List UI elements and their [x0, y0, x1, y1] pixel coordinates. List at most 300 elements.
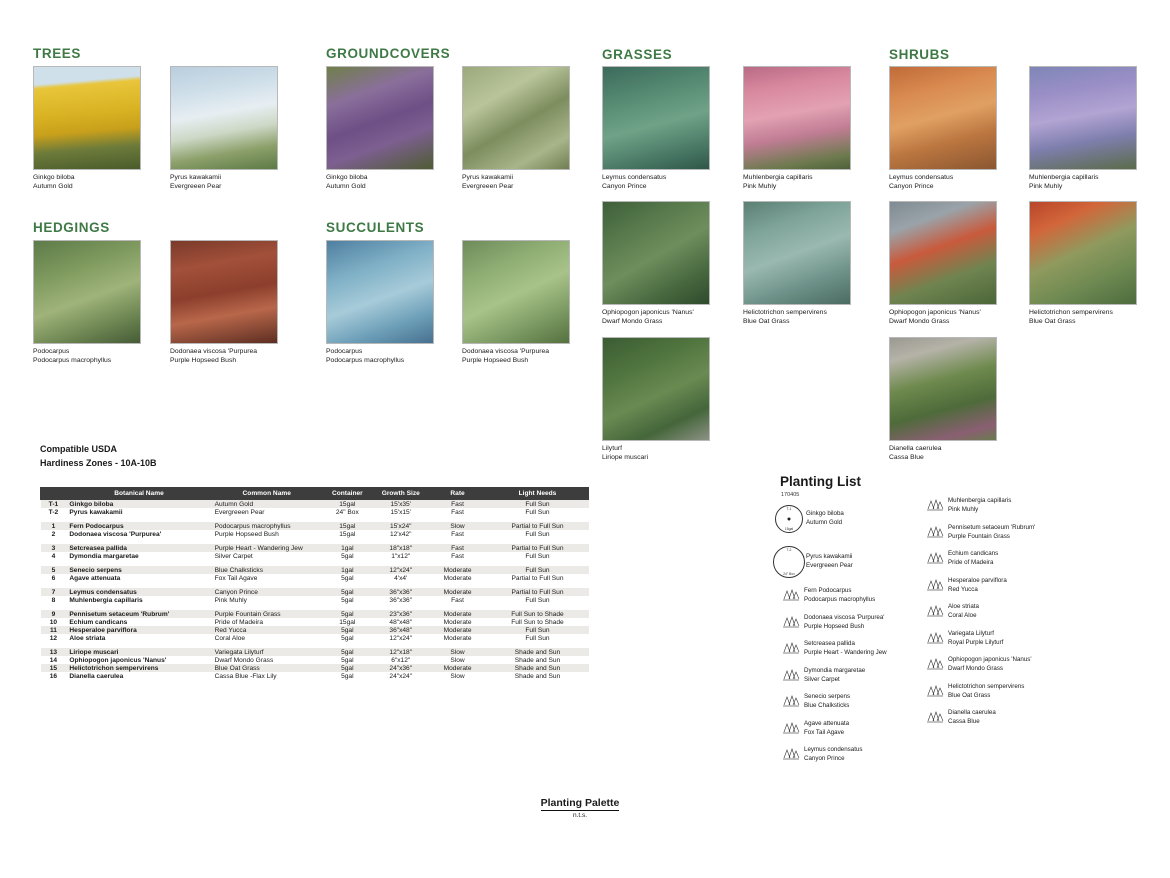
table-row [41, 530, 589, 538]
cell-rate: Slow [429, 648, 487, 656]
list-item [778, 614, 928, 632]
plant-photo-hesperaloe-parviflora [889, 201, 997, 305]
cell-botanical-name: Dymondia margaretae [69, 552, 139, 560]
cell-growth-size: 36"x36" [389, 596, 413, 604]
plant-photo-dymondia-margaretae [462, 66, 570, 170]
plant-botanical-name: Dodonaea viscosa 'Purpurea' [804, 613, 885, 621]
plant-symbol-icon [922, 550, 948, 568]
plant-botanical-name: Senecio serpens [804, 693, 851, 701]
plant-tile-hedgings-2 [170, 240, 278, 365]
cell-key: 10 [49, 618, 58, 626]
cell-key: 13 [41, 648, 67, 656]
cell-rate: Moderate [429, 610, 487, 618]
list-item [922, 709, 1082, 727]
plant-common-name: Evergreeen Pear [806, 562, 853, 569]
plant-symbol-icon [922, 656, 948, 674]
cell-common-name: Purple Hopseed Bush [214, 530, 279, 538]
plant-photo-aloe-striata [1029, 201, 1137, 305]
plant-tile-hedgings-1 [33, 240, 141, 365]
cell-botanical-name: Dianella caerulea [69, 672, 124, 680]
plant-symbol-icon [922, 709, 948, 727]
planting-list-right-column [922, 497, 1082, 736]
cell-rate: Fast [451, 596, 464, 604]
cell-key: 9 [41, 610, 67, 618]
plant-symbol-icon [778, 746, 804, 764]
plant-tile-grasses-2 [743, 66, 851, 191]
list-item [922, 577, 1082, 595]
plant-common-name: Royal Purple Lilyturf [948, 638, 1004, 646]
table-row [41, 522, 589, 530]
list-item-text [804, 693, 850, 711]
plant-tile-grasses-5 [602, 337, 710, 462]
cell-rate: Slow [429, 522, 487, 530]
tree-symbol-top-label: T-2 [786, 548, 792, 552]
plant-botanical-name: Ginkgo biloba [806, 510, 844, 518]
plant-common-name: Dwarf Mondo Grass [948, 665, 1004, 672]
plant-common-name: Podocarpus macrophyllus [326, 357, 405, 365]
plant-common-name: Blue Oat Grass [948, 691, 991, 699]
plant-botanical-name: Pennisetum setaceum 'Rubrum' [948, 523, 1036, 531]
list-item [922, 656, 1082, 674]
plant-tile-trees-2 [170, 66, 278, 191]
list-item [922, 683, 1082, 701]
list-item [778, 587, 928, 605]
plant-caption [326, 173, 368, 191]
plant-photo-pennisetum-setaceum [889, 66, 997, 170]
cell-light-needs: Full Sun [486, 626, 588, 634]
plant-photo-leymus-condensatus [602, 66, 710, 170]
plant-photo-dianella-caerulea [889, 337, 997, 441]
cell-growth-size: 24"x24" [389, 672, 413, 680]
cell-botanical-name: Liriope muscari [66, 648, 211, 656]
cell-growth-size: 36"x36" [373, 588, 429, 596]
cell-light-needs: Full Sun [486, 500, 588, 509]
plant-photo-pyrus-kawakamii [170, 66, 278, 170]
plant-caption [170, 173, 221, 191]
table-row [41, 588, 589, 596]
list-item-text [948, 524, 1035, 542]
cell-container: 5gal [322, 648, 373, 656]
table-row [41, 634, 589, 642]
cell-light-needs: Full Sun [525, 552, 550, 560]
plant-symbol-icon [922, 577, 948, 595]
tree-symbol-t1 [772, 505, 806, 533]
cell-light-needs: Partial to Full Sun [486, 588, 588, 596]
plant-botanical-name: Muhlenbergia capillaris [948, 497, 1012, 505]
cell-key: 2 [51, 530, 56, 538]
plant-botanical-name: Dodonaea viscosa 'Purpurea [170, 348, 258, 355]
table-row [41, 656, 589, 664]
plant-common-name: Autumn Gold [806, 519, 843, 526]
category-title-shrubs: SHRUBS [889, 47, 950, 62]
list-item [778, 640, 928, 658]
plant-common-name: Red Yucca [948, 585, 978, 593]
table-row [41, 574, 589, 582]
usda-zone-note [40, 443, 157, 470]
plant-botanical-name: Ophiopogon japonicus 'Nanus' [889, 309, 981, 316]
cell-common-name: Podocarpus macrophyllus [212, 522, 322, 530]
list-item-text [948, 497, 1011, 515]
plant-common-name: Purple Heart - Wandering Jew [804, 649, 887, 656]
list-item-text [806, 553, 853, 571]
plant-caption [33, 347, 111, 365]
plant-tile-grasses-4 [743, 201, 851, 326]
list-item-text [804, 746, 862, 764]
cell-growth-size: 18"x18" [373, 544, 429, 552]
plant-symbol-icon [778, 640, 804, 658]
cell-common-name: Purple Heart - Wandering Jew [212, 544, 322, 552]
plant-caption [1029, 173, 1099, 191]
plant-photo-ginkgo-biloba [33, 66, 141, 170]
cell-botanical-name: Setcreasea pallida [66, 544, 211, 552]
list-item-text [948, 603, 979, 621]
plant-botanical-name: Muhlenbergia capillaris [1029, 174, 1099, 181]
plant-symbol-icon [778, 587, 804, 605]
plant-caption [602, 444, 648, 462]
table-row [41, 618, 589, 626]
plant-tile-groundcovers-2 [462, 66, 570, 191]
list-item-text [948, 683, 1024, 701]
plant-common-name: Autumn Gold [326, 183, 366, 191]
category-title-succulents: SUCCULENTS [326, 220, 425, 235]
plant-botanical-name: Leymus condensatus [804, 746, 863, 754]
category-title-trees: TREES [33, 46, 82, 61]
plant-common-name: Pride of Madeira [948, 559, 994, 566]
plant-tile-shrubs-3 [889, 201, 997, 326]
cell-growth-size: 1"x12" [391, 552, 411, 560]
plant-botanical-name: Ophiopogon japonicus 'Nanus' [602, 309, 694, 316]
tree-symbol-bottom-label: 15gal [784, 527, 794, 531]
plant-botanical-name: Dianella caerulea [948, 709, 996, 717]
cell-container: 15gal [322, 522, 373, 530]
cell-rate: Moderate [429, 588, 487, 596]
plant-symbol-icon [778, 720, 804, 738]
plant-botanical-name: Pyrus kawakamii [462, 174, 513, 181]
plant-tile-shrubs-2 [1029, 66, 1137, 191]
plant-common-name: Pink Muhly [743, 183, 777, 191]
cell-light-needs: Partial to Full Sun [486, 544, 588, 552]
plant-botanical-name: Dianella caerulea [889, 445, 942, 452]
cell-common-name: Coral Aloe [214, 634, 246, 642]
plant-symbol-icon [922, 524, 948, 542]
cell-rate: Moderate [443, 574, 472, 582]
plant-botanical-name: Helictotrichon sempervirens [948, 682, 1025, 690]
list-item-text [948, 577, 1007, 595]
plant-tile-grasses-3 [602, 201, 710, 326]
table-header-row [41, 488, 589, 500]
table-row [41, 626, 589, 634]
cell-light-needs: Shade and Sun [486, 664, 588, 672]
table-row [41, 544, 589, 552]
cell-common-name: Cassa Blue -Flax Lily [214, 672, 277, 680]
plant-photo-helictotrichon-sempervirens [743, 201, 851, 305]
plant-symbol-icon [922, 683, 948, 701]
cell-growth-size: 15'x35' [373, 500, 429, 509]
list-item-text [804, 640, 887, 658]
cell-growth-size: 12"x18" [373, 648, 429, 656]
category-title-hedgings: HEDGINGS [33, 220, 110, 235]
tree-symbol-t2 [772, 546, 806, 578]
list-item-text [804, 667, 865, 685]
plant-symbol-icon [922, 497, 948, 515]
list-item-text [948, 656, 1032, 674]
col-header-light-needs: Light Needs [486, 488, 588, 500]
cell-rate: Moderate [429, 664, 487, 672]
plant-caption [326, 347, 404, 365]
col-header-botanical-name: Botanical Name [66, 488, 211, 500]
plant-botanical-name: Leymus condensatus [889, 174, 954, 181]
cell-botanical-name: Hesperaloe parviflora [66, 626, 211, 634]
cell-key: T-1 [41, 500, 67, 509]
plant-botanical-name: Leymus condensatus [602, 174, 667, 181]
plant-common-name: Dwarf Mondo Grass [602, 318, 663, 326]
plant-common-name: Purple Hopseed Bush [804, 622, 865, 630]
cell-botanical-name: Pyrus kawakamii [69, 508, 123, 516]
list-item [922, 603, 1082, 621]
cell-container: 15gal [339, 530, 356, 538]
list-item-text [948, 630, 1003, 648]
plant-botanical-name: Helictotrichon sempervirens [1029, 309, 1113, 316]
col-header-growth-size: Growth Size [373, 488, 429, 500]
planting-palette-caption-scale: n.t.s. [572, 812, 588, 819]
plant-common-name: Blue Chalksticks [804, 702, 850, 709]
plant-botanical-name: Variegata Lilyturf [948, 629, 994, 637]
cell-rate: Moderate [443, 634, 472, 642]
cell-key: 12 [49, 634, 58, 642]
planting-palette-table [40, 487, 589, 680]
plant-symbol-icon [778, 693, 804, 711]
plant-common-name: Silver Carpet [804, 675, 840, 683]
plant-caption [889, 308, 981, 326]
plant-photo-setcreasea-pallida [326, 66, 434, 170]
cell-light-needs: Shade and Sun [486, 648, 588, 656]
cell-container: 5gal [322, 626, 373, 634]
plant-common-name: Pink Muhly [948, 506, 979, 513]
category-title-grasses: GRASSES [602, 47, 673, 62]
plant-common-name: Cassa Blue [948, 718, 980, 725]
cell-rate: Moderate [443, 618, 472, 626]
cell-key: 7 [41, 588, 67, 596]
cell-botanical-name: Muhlenbergia capillaris [69, 596, 143, 604]
plant-photo-dodonaea-viscosa [170, 240, 278, 344]
cell-growth-size: 6"x12" [391, 656, 411, 664]
planting-list-subtitle: 170405 [781, 492, 800, 498]
cell-common-name: Autumn Gold [212, 500, 322, 509]
cell-light-needs: Full Sun [525, 596, 550, 604]
plant-common-name: Fox Tail Agave [804, 728, 845, 736]
plant-common-name: Coral Aloe [948, 612, 977, 619]
table-row [41, 566, 589, 574]
plant-common-name: Blue Oat Grass [743, 318, 790, 326]
cell-key: 5 [41, 566, 67, 574]
cell-container: 5gal [341, 672, 354, 680]
tree-symbol-top-label: T-1 [786, 507, 792, 511]
plant-botanical-name: Ginkgo biloba [326, 174, 368, 181]
cell-key: 11 [41, 626, 67, 634]
cell-growth-size: 12"x24" [373, 566, 429, 574]
plant-botanical-name: Setcreasea pallida [804, 640, 855, 648]
cell-light-needs: Shade and Sun [514, 656, 561, 664]
cell-growth-size: 23"x36" [373, 610, 429, 618]
cell-botanical-name: Dodonaea viscosa 'Purpurea' [69, 530, 162, 538]
plant-common-name: Liriope muscari [602, 454, 649, 462]
cell-common-name: Canyon Prince [212, 588, 322, 596]
plant-common-name: Pink Muhly [1029, 183, 1063, 191]
cell-container: 5gal [341, 634, 354, 642]
plant-photo-senecio-serpens [326, 240, 434, 344]
list-item-text [804, 614, 884, 632]
cell-common-name: Pride of Madeira [214, 618, 264, 626]
cell-light-needs: Partial to Full Sun [486, 522, 588, 530]
plant-caption [602, 308, 694, 326]
plant-photo-echium-candicans [1029, 66, 1137, 170]
plant-botanical-name: Podocarpus [33, 348, 70, 355]
col-header-key [41, 488, 67, 500]
plant-photo-muhlenbergia-capillaris [743, 66, 851, 170]
cell-rate: Fast [451, 530, 464, 538]
cell-growth-size: 12"x24" [389, 634, 413, 642]
cell-botanical-name: Aloe striata [69, 634, 106, 642]
zone-note-line-1: Compatible USDA [40, 444, 118, 454]
cell-botanical-name: Agave attenuata [69, 574, 121, 582]
cell-key: 16 [49, 672, 58, 680]
list-item-text [806, 510, 844, 528]
plant-botanical-name: Pyrus kawakamii [806, 553, 853, 561]
cell-key: 6 [51, 574, 56, 582]
col-header-container: Container [322, 488, 373, 500]
cell-key: 3 [41, 544, 67, 552]
cell-rate: Moderate [429, 626, 487, 634]
plant-photo-liriope-muscari [602, 337, 710, 441]
col-header-common-name: Common Name [212, 488, 322, 500]
cell-growth-size: 24"x36" [373, 664, 429, 672]
plant-photo-agave-attenuata [462, 240, 570, 344]
plant-common-name: Autumn Gold [33, 183, 73, 191]
cell-light-needs: Partial to Full Sun [511, 574, 564, 582]
cell-common-name: Blue Chalksticks [212, 566, 322, 574]
table-row [41, 648, 589, 656]
table-row [41, 610, 589, 618]
cell-light-needs: Full Sun to Shade [511, 618, 564, 626]
plant-common-name: Dwarf Mondo Grass [889, 318, 950, 326]
cell-rate: Slow [450, 656, 465, 664]
cell-botanical-name: Ginkgo biloba [66, 500, 211, 509]
category-title-groundcovers: GROUNDCOVERS [326, 46, 451, 61]
cell-rate: Fast [429, 544, 487, 552]
cell-rate: Fast [429, 500, 487, 509]
plant-common-name: Podocarpus macrophyllus [804, 596, 876, 603]
list-item [778, 667, 928, 685]
list-item [772, 546, 922, 578]
plant-botanical-name: Pyrus kawakamii [170, 174, 221, 181]
col-header-rate: Rate [429, 488, 487, 500]
plant-botanical-name: Muhlenbergia capillaris [743, 174, 813, 181]
cell-container: 24" Box [335, 508, 359, 516]
cell-light-needs: Full Sun [525, 634, 550, 642]
cell-botanical-name: Pennisetum setaceum 'Rubrum' [66, 610, 211, 618]
planting-list-title: Planting List [780, 474, 861, 489]
zone-note-line-2: Hardiness Zones - 10A-10B [40, 457, 157, 468]
plant-tile-shrubs-4 [1029, 201, 1137, 326]
planting-palette-caption-title: Planting Palette [540, 797, 620, 809]
plant-botanical-name: Ginkgo biloba [33, 174, 75, 181]
table-row [41, 552, 589, 560]
plant-caption [743, 308, 827, 326]
list-item [922, 630, 1082, 648]
plant-botanical-name: Ophiopogon japonicus 'Nanus' [948, 656, 1032, 664]
table-row [41, 500, 589, 509]
plant-botanical-name: Agave attenuata [804, 719, 850, 727]
plant-tile-trees-1 [33, 66, 141, 191]
cell-key: 8 [51, 596, 56, 604]
list-item-text [948, 709, 996, 727]
cell-common-name: Dwarf Mondo Grass [214, 656, 274, 664]
cell-botanical-name: Helictotrichon sempervirens [66, 664, 211, 672]
cell-common-name: Blue Oat Grass [212, 664, 322, 672]
cell-growth-size: 36"x48" [373, 626, 429, 634]
cell-common-name: Fox Tail Agave [214, 574, 258, 582]
cell-key: 15 [41, 664, 67, 672]
cell-container: 5gal [322, 610, 373, 618]
cell-growth-size: 15'x15' [390, 508, 411, 516]
plant-botanical-name: Hesperaloe parviflora [948, 576, 1007, 584]
plant-botanical-name: Echium candicans [948, 550, 999, 558]
plant-caption [462, 347, 549, 365]
plant-common-name: Canyon Prince [889, 183, 934, 191]
planting-palette-caption [455, 797, 705, 819]
cell-growth-size: 12'x42" [389, 530, 412, 538]
plant-common-name: Canyon Prince [804, 755, 845, 762]
cell-growth-size: 48"x48" [389, 618, 413, 626]
plant-tile-grasses-1 [602, 66, 710, 191]
plant-caption [889, 173, 953, 191]
cell-key: T-2 [48, 508, 59, 516]
cell-growth-size: 15'x24" [373, 522, 429, 530]
list-item-text [804, 720, 849, 738]
cell-container: 5gal [322, 588, 373, 596]
plant-symbol-icon [922, 603, 948, 621]
cell-common-name: Pink Muhly [214, 596, 247, 604]
plant-common-name: Purple Hopseed Bush [170, 357, 237, 365]
cell-botanical-name: Leymus condensatus [66, 588, 211, 596]
plant-tile-succulents-2 [462, 240, 570, 365]
plant-symbol-icon [922, 630, 948, 648]
list-item-text [948, 550, 998, 568]
plant-photo-podocarpus [33, 240, 141, 344]
cell-common-name: Red Yucca [212, 626, 322, 634]
list-item [778, 746, 928, 764]
plant-caption [462, 173, 513, 191]
cell-rate: Fast [451, 508, 464, 516]
table-row [41, 596, 589, 604]
cell-light-needs: Full Sun to Shade [486, 610, 588, 618]
plant-caption [602, 173, 666, 191]
plant-caption [889, 444, 942, 462]
table-body [41, 500, 589, 681]
plant-common-name: Cassa Blue [889, 454, 924, 462]
plant-common-name: Purple Hopseed Bush [462, 357, 529, 365]
cell-rate: Moderate [429, 566, 487, 574]
cell-container: 15gal [322, 500, 373, 509]
plant-common-name: Evergreeen Pear [170, 183, 222, 191]
plant-tile-groundcovers-1 [326, 66, 434, 191]
plant-common-name: Canyon Prince [602, 183, 647, 191]
cell-common-name: Evergreeen Pear [214, 508, 265, 516]
cell-key: 14 [49, 656, 58, 664]
plant-botanical-name: Podocarpus [326, 348, 363, 355]
list-item-text [804, 587, 875, 605]
list-item [922, 550, 1082, 568]
